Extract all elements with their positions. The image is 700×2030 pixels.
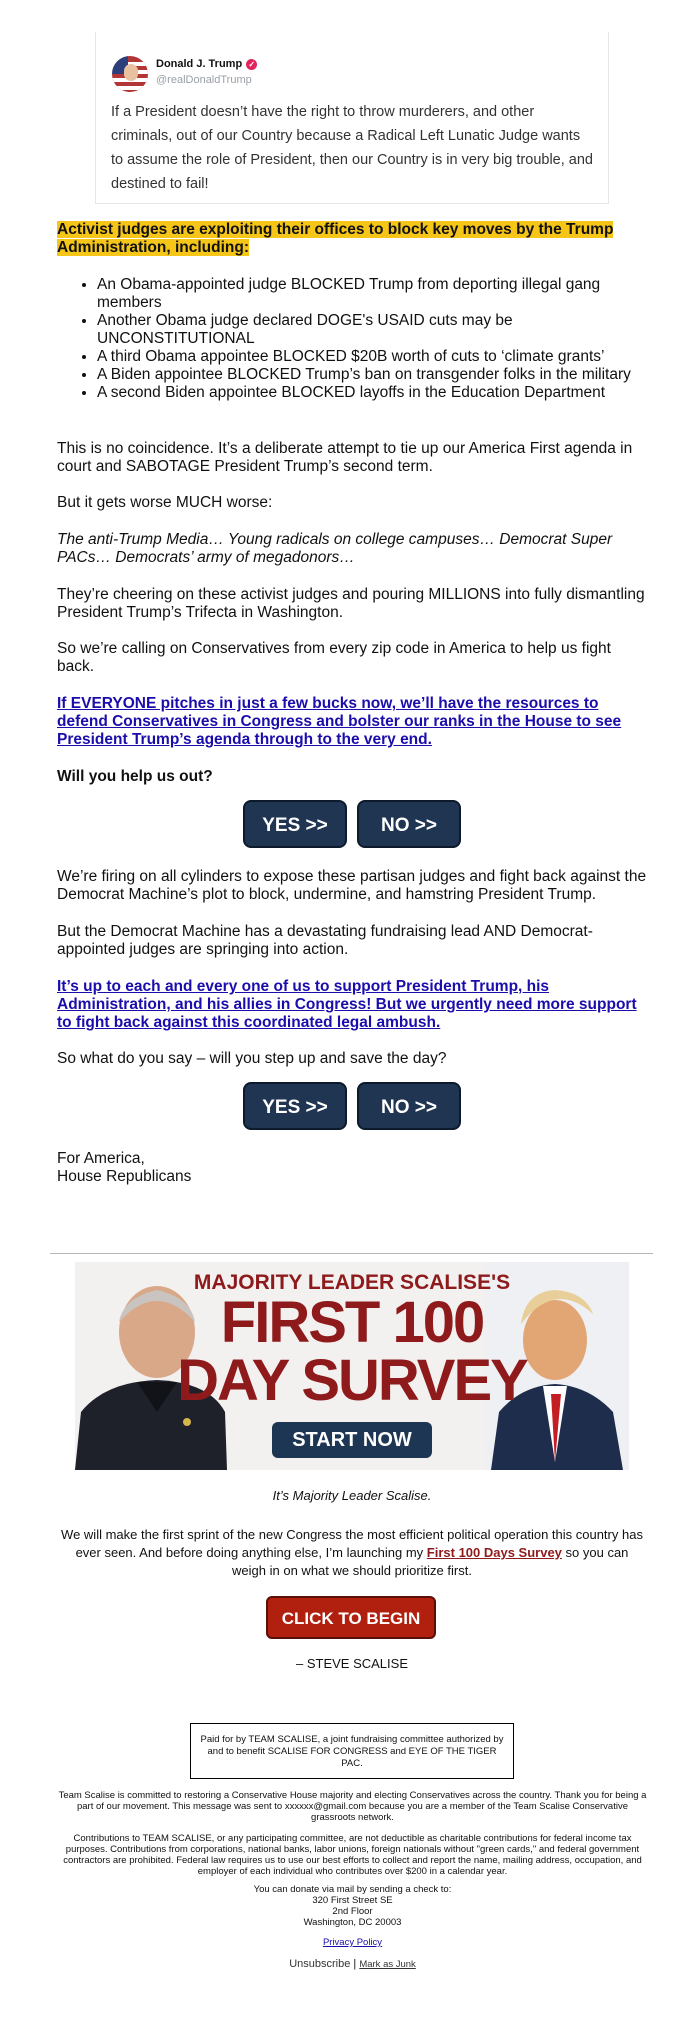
scalise-signature: – STEVE SCALISE: [296, 1656, 408, 1671]
address-line-3: Washington, DC 20003: [303, 1917, 402, 1928]
tweet-author-label: Donald J. Trump: [156, 58, 243, 70]
link-separator: |: [353, 1958, 357, 1970]
avatar: [112, 56, 148, 92]
verified-badge-icon: ✓: [246, 59, 257, 70]
donate-link-1-wrap: [57, 695, 647, 749]
donate-link-1[interactable]: If EVERYONE pitches in just a few bucks now, we’ll have the resources to defend Conservatives in Congress and bolster our ranks in the House to see President Trump’s agenda through to the very end.: [57, 695, 622, 748]
footer-contributions: Contributions to TEAM SCALISE, or any participating committee, are not deductible as charitable contributions for federal income tax purposes. Contributions from corporations, national banks, labor unions, foreign nationals without "green cards," and federal government contractors are prohibited. Federal law requires us to use our best efforts to collect and report the name, mailing address, occupation, and employer of each individual who contributes over $200 in a calendar year.: [63, 1833, 642, 1877]
scalise-paragraph: [57, 1526, 647, 1580]
signoff: [57, 1150, 647, 1186]
no-button[interactable]: NO >>: [357, 1082, 461, 1130]
privacy-wrap: [55, 1937, 650, 1948]
headline: [57, 221, 647, 257]
paragraph-cheering: They’re cheering on these activist judges and pouring MILLIONS into fully dismantling President Trump’s Trifecta in Washington.: [57, 586, 645, 621]
list-item: • A third Obama appointee BLOCKED $20B worth of cuts to ‘climate grants’: [97, 348, 647, 366]
paragraph-worse: But it gets worse MUCH worse:: [57, 494, 273, 511]
paragraph-opponents: The anti-Trump Media… Young radicals on college campuses… Democrat Super PACs… Democrats’ army of megadonors…: [57, 531, 613, 566]
bullet-list-wrap: [57, 276, 647, 402]
start-now-button[interactable]: START NOW: [272, 1422, 432, 1458]
privacy-policy-link[interactable]: Privacy Policy: [322, 1937, 383, 1948]
paragraph-calling: So we’re calling on Conservatives from every zip code in America to help us fight back.: [57, 640, 611, 675]
paid-for-box: Paid for by TEAM SCALISE, a joint fundraising committee authorized by and to benefit SCALISE FOR CONGRESS and EYE OF THE TIGER PAC.: [190, 1723, 514, 1779]
divider: [50, 1253, 653, 1254]
click-to-begin-button[interactable]: CLICK TO BEGIN: [266, 1596, 436, 1639]
mark-as-junk-link[interactable]: Mark as Junk: [359, 1959, 416, 1970]
banner-title-line-2: DAY SURVEY: [177, 1348, 527, 1413]
survey-banner[interactable]: [75, 1262, 629, 1470]
answer-buttons-1: [243, 800, 463, 850]
address-line-2: 2nd Floor: [332, 1906, 373, 1917]
signoff-line-2: House Republicans: [57, 1168, 192, 1185]
banner-title-line-1: FIRST 100: [220, 1290, 484, 1355]
list-item: • A Biden appointee BLOCKED Trump’s ban on transgender folks in the military: [97, 366, 647, 384]
scalise-text-before: We will make the first sprint of the new Congress the most efficient political operation this country has ever seen. And before doing anything else, I’m launching my: [61, 1527, 643, 1560]
signoff-line-1: For America,: [57, 1150, 145, 1167]
address-line-1: 320 First Street SE: [312, 1895, 393, 1906]
scalise-intro: It’s Majority Leader Scalise.: [272, 1488, 432, 1503]
bullet-list: [57, 276, 647, 402]
question-step-up: So what do you say – will you step up and save the day?: [57, 1050, 447, 1067]
headline-text: Activist judges are exploiting their offices to block key moves by the Trump Administration, including:: [57, 221, 614, 256]
unsubscribe-link[interactable]: Unsubscribe: [289, 1958, 351, 1970]
question-help: Will you help us out?: [57, 768, 213, 785]
list-item: • An Obama-appointed judge BLOCKED Trump from deporting illegal gang members: [97, 276, 647, 312]
tweet-author-name: [156, 58, 257, 70]
yes-button[interactable]: YES >>: [243, 800, 347, 848]
paragraph-firing: We’re firing on all cylinders to expose these partisan judges and fight back against the Democrat Machine’s plot to block, undermine, and hamstring President Trump.: [57, 868, 647, 903]
survey-link[interactable]: First 100 Days Survey: [426, 1545, 562, 1560]
unsubscribe-row: [55, 1958, 650, 1971]
donate-link-2[interactable]: It’s up to each and every one of us to support President Trump, his Administration, and his allies in Congress! But we urgently need more support to fight back against this coordinated legal ambush.: [57, 978, 637, 1031]
embedded-tweet: [95, 32, 609, 204]
mail-address-block: [55, 1884, 650, 1928]
yes-button[interactable]: YES >>: [243, 1082, 347, 1130]
tweet-handle: @realDonaldTrump: [156, 74, 252, 86]
answer-buttons-2: [243, 1082, 463, 1132]
tweet-text: If a President doesn’t have the right to throw murderers, and other criminals, out of our Country because a Radical Left Lunatic Judge wants to assume the role of President, then our Country is in very big trouble, and destined to fail!: [111, 104, 593, 192]
no-button[interactable]: NO >>: [357, 800, 461, 848]
footer-commitment: Team Scalise is committed to restoring a Conservative House majority and electing Conservatives across the country. Thank you for being a part of our movement. This message was sent to xxxxxx@gmail.com because you are a member of the Team Scalise Conservative grassroots network.: [58, 1790, 647, 1823]
paragraph-no-coincidence: This is no coincidence. It’s a deliberate attempt to tie up our America First agenda in court and SABOTAGE President Trump’s second term.: [57, 440, 633, 475]
donate-link-2-wrap: [57, 978, 647, 1032]
banner-subtitle: MAJORITY LEADER SCALISE'S: [193, 1271, 511, 1294]
paragraph-fundraising-lead: But the Democrat Machine has a devastating fundraising lead AND Democrat-appointed judges are springing into action.: [57, 923, 593, 958]
mail-intro: You can donate via mail by sending a check to:: [253, 1884, 452, 1895]
list-item: • A second Biden appointee BLOCKED layoffs in the Education Department: [97, 384, 647, 402]
scalise-text-after: so you can weigh in on what we should prioritize first.: [232, 1545, 629, 1578]
list-item: • Another Obama judge declared DOGE's USAID cuts may be UNCONSTITUTIONAL: [97, 312, 647, 348]
